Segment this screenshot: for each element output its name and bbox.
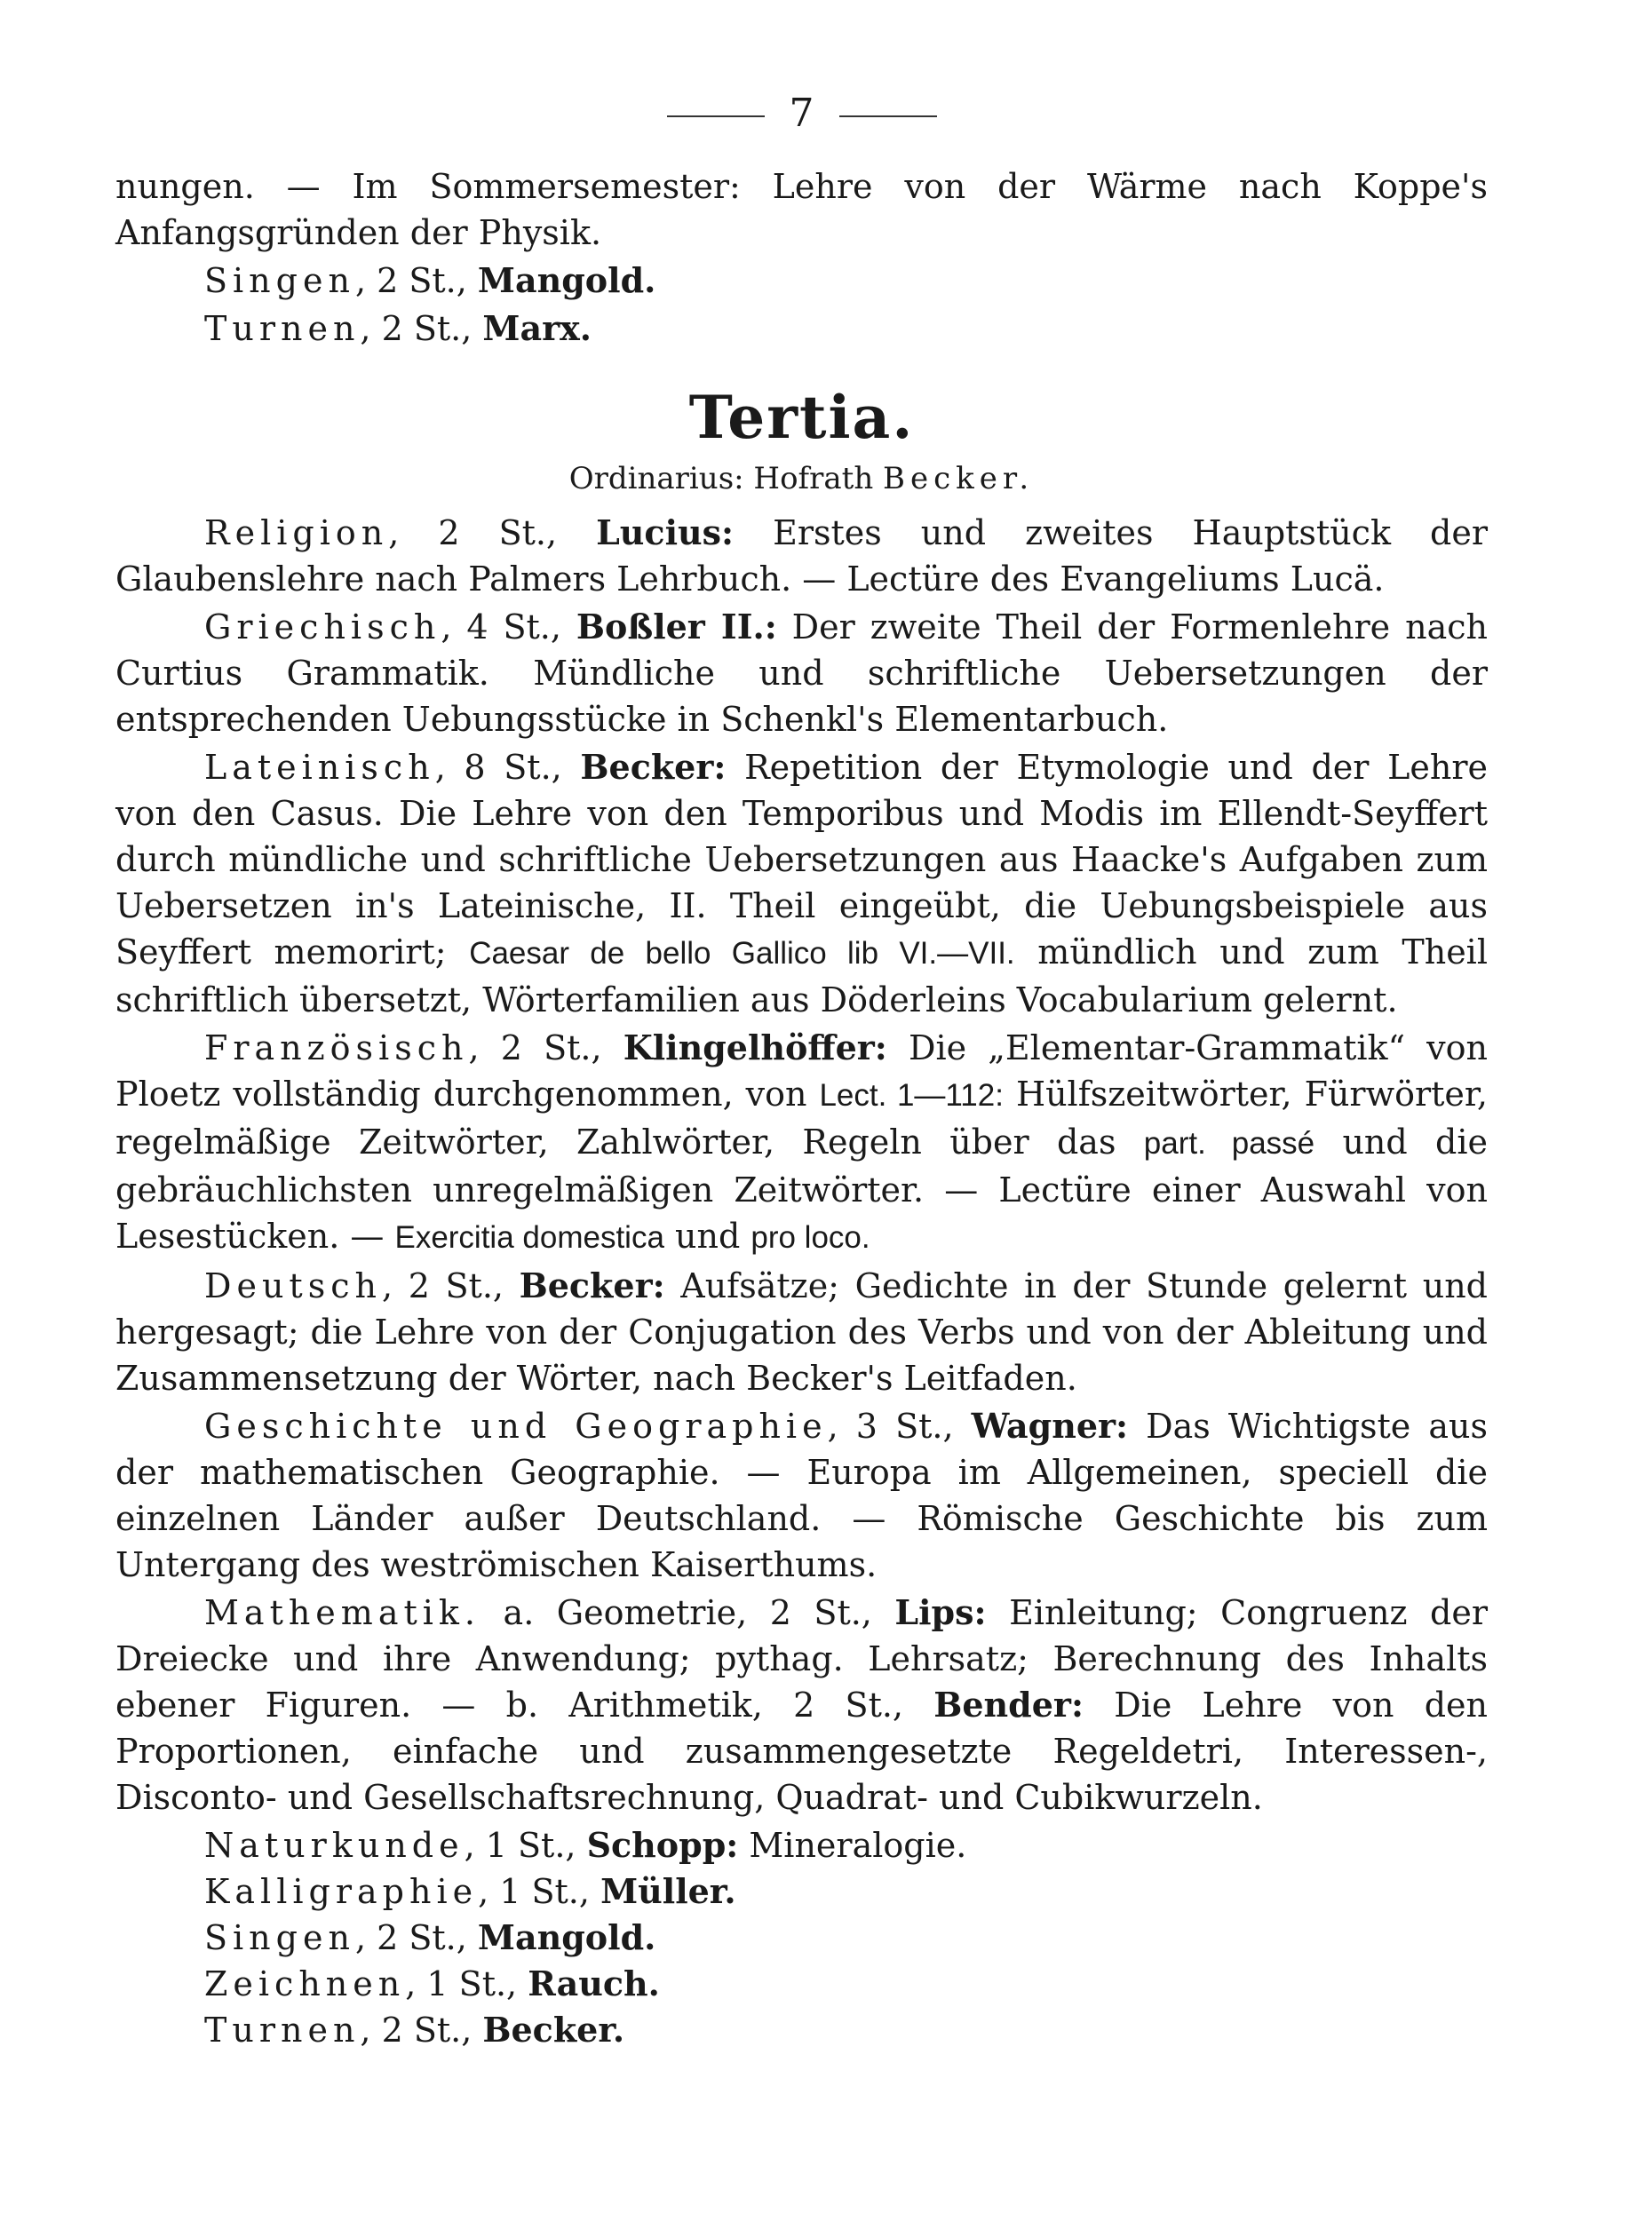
franzoesisch-latin-2: part. passé xyxy=(1143,1126,1315,1161)
kalligraphie-hours: , 1 St., xyxy=(478,1872,601,1911)
franzoesisch-text-2: Hülfszeitwörter, Fürwörter, regelmäßige Zeitwörter, Zahlwörter, Regeln über das xyxy=(115,1075,1488,1162)
ordinarius-label: Ordinarius: xyxy=(568,461,754,496)
entry-turnen xyxy=(115,2007,1488,2053)
intro-singen-subject: Singen xyxy=(204,261,355,300)
entry-griechisch xyxy=(115,604,1488,742)
entry-naturkunde xyxy=(115,1822,1488,1868)
geschichte-teacher: Wagner: xyxy=(971,1406,1129,1446)
geschichte-hours: , 3 St., xyxy=(827,1407,972,1446)
zeichnen-teacher: Rauch. xyxy=(528,1963,660,2003)
page-number-line xyxy=(115,89,1488,139)
franzoesisch-hours: , 2 St., xyxy=(468,1028,623,1067)
intro-turnen-hours: , 2 St., xyxy=(360,309,483,348)
naturkunde-hours: , 1 St., xyxy=(464,1826,587,1865)
franzoesisch-latin-4: pro loco. xyxy=(751,1220,870,1255)
document-page xyxy=(115,89,1488,2053)
religion-hours: , 2 St., xyxy=(388,513,597,552)
intro-singen-hours: , 2 St., xyxy=(354,261,478,300)
page-number: 7 xyxy=(789,91,814,136)
singen-teacher: Mangold. xyxy=(477,1917,656,1957)
lateinisch-text-1: Repetition der Etymologie und der Lehre von den Casus. Die Lehre von den Temporibus und Modis im Ellendt-Seyffert durch mündliche und schriftliche Uebersetzungen aus Haacke's Aufgaben zum Uebersetzen in's Lateinische, II. Theil eingeübt, die Uebungsbeispiele aus Seyffert memorirt; xyxy=(115,748,1488,972)
intro-text: nungen. — Im Sommersemester: Lehre von der Wärme nach Koppe's Anfangsgründen der Physik. xyxy=(115,167,1488,252)
franzoesisch-teacher: Klingelhöffer: xyxy=(623,1027,887,1067)
kalligraphie-teacher: Müller. xyxy=(600,1871,736,1911)
kalligraphie-subject: Kalligraphie xyxy=(204,1872,479,1911)
franzoesisch-latin-3: Exercitia domestica xyxy=(394,1220,664,1255)
zeichnen-hours: , 1 St., xyxy=(405,1964,528,2003)
mathematik-teacher-b: Bender: xyxy=(933,1685,1084,1725)
mathematik-text-a: Einleitung; Congruenz der Dreiecke und ihre Anwendung; pythag. Lehrsatz; Berechnung des Inhalts ebener Figuren. — b. Arithmetik, 2 St., xyxy=(115,1593,1488,1725)
entry-lateinisch xyxy=(115,744,1488,1023)
deutsch-teacher: Becker: xyxy=(519,1265,665,1305)
zeichnen-subject: Zeichnen xyxy=(204,1964,406,2003)
intro-singen-teacher: Mangold. xyxy=(477,260,656,300)
singen-hours: , 2 St., xyxy=(354,1918,478,1957)
franzoesisch-text-1: Die „Elementar-Grammatik“ von Ploetz vollständig durchgenommen, von xyxy=(115,1028,1488,1114)
ordinarius-title: Hofrath xyxy=(753,461,884,496)
religion-teacher: Lucius: xyxy=(596,512,735,552)
ordinarius-name: Becker. xyxy=(883,461,1035,496)
entry-zeichnen xyxy=(115,1961,1488,2007)
intro-turnen-teacher: Marx. xyxy=(482,308,592,348)
naturkunde-subject: Naturkunde xyxy=(204,1826,465,1865)
griechisch-teacher: Boßler II.: xyxy=(576,607,777,646)
deutsch-hours: , 2 St., xyxy=(381,1266,520,1305)
geschichte-subject: Geschichte und Geographie xyxy=(204,1407,828,1446)
deutsch-text: Aufsätze; Gedichte in der Stunde gelernt und hergesagt; die Lehre von der Conjugation des Verbs und von der Ableitung und Zusammensetzung der Wörter, nach Becker's Leitfaden. xyxy=(115,1266,1488,1398)
page-number-right-rule xyxy=(839,115,937,117)
franzoesisch-subject: Französisch xyxy=(204,1028,469,1067)
ordinarius-line xyxy=(115,458,1488,499)
religion-text: Erstes und zweites Hauptstück der Glaubenslehre nach Palmers Lehrbuch. — Lectüre des Evangeliums Lucä. xyxy=(115,513,1488,599)
entry-deutsch xyxy=(115,1263,1488,1401)
lateinisch-latin-1: Caesar de bello Gallico lib VI.—VII. xyxy=(469,936,1015,971)
singen-subject: Singen xyxy=(204,1918,355,1957)
entry-religion xyxy=(115,510,1488,602)
mathematik-part-a: a. Geometrie, 2 St., xyxy=(481,1593,895,1632)
turnen-teacher: Becker. xyxy=(482,2010,625,2050)
mathematik-teacher-a: Lips: xyxy=(894,1592,987,1632)
griechisch-hours: , 4 St., xyxy=(441,607,576,646)
turnen-hours: , 2 St., xyxy=(360,2011,483,2050)
lateinisch-subject: Lateinisch xyxy=(204,748,435,787)
entry-geschichte xyxy=(115,1403,1488,1588)
turnen-subject: Turnen xyxy=(204,2011,361,2050)
entry-singen xyxy=(115,1915,1488,1961)
intro-turnen-line xyxy=(115,305,1488,352)
naturkunde-text: Mineralogie. xyxy=(738,1826,967,1865)
griechisch-subject: Griechisch xyxy=(204,607,441,646)
franzoesisch-latin-1: Lect. 1—112: xyxy=(819,1078,1004,1113)
religion-subject: Religion xyxy=(204,513,389,552)
griechisch-text: Der zweite Theil der Formenlehre nach Curtius Grammatik. Mündliche und schriftliche Uebersetzungen der entsprechenden Uebungsstücke in Schenkl's Elementarbuch. xyxy=(115,607,1488,739)
section-title: Tertia. xyxy=(688,383,915,452)
page-number-left-rule xyxy=(667,115,765,117)
franzoesisch-text-4: und xyxy=(663,1217,751,1256)
deutsch-subject: Deutsch xyxy=(204,1266,382,1305)
lateinisch-text-2: mündlich und zum Theil schriftlich übersetzt, Wörterfamilien aus Döderleins Vocabularium gelernt. xyxy=(115,932,1488,1019)
entry-mathematik xyxy=(115,1590,1488,1820)
mathematik-text-b: Die Lehre von den Proportionen, einfache und zusammengesetzte Regeldetri, Interessen-, Disconto- und Gesellschaftsrechnung, Quadrat- und Cubikwurzeln. xyxy=(115,1686,1488,1817)
lateinisch-hours: , 8 St., xyxy=(434,748,581,787)
entry-kalligraphie xyxy=(115,1868,1488,1915)
naturkunde-teacher: Schopp: xyxy=(586,1825,739,1865)
mathematik-subject: Mathematik. xyxy=(204,1593,481,1632)
lateinisch-teacher: Becker: xyxy=(580,747,727,787)
intro-paragraph xyxy=(115,163,1488,256)
intro-singen-line xyxy=(115,258,1488,304)
short-entries xyxy=(115,1822,1488,2053)
entry-franzoesisch xyxy=(115,1025,1488,1261)
intro-turnen-subject: Turnen xyxy=(204,309,361,348)
geschichte-text: Das Wichtigste aus der mathematischen Geographie. — Europa im Allgemeinen, speciell die einzelnen Länder außer Deutschland. — Römische Geschichte bis zum Untergang des weströmischen Kaiserthums. xyxy=(115,1407,1488,1584)
franzoesisch-text-3: und die gebräuchlichsten unregelmäßigen Zeitwörter. — Lectüre einer Auswahl von Lesestücken. — xyxy=(115,1122,1489,1256)
